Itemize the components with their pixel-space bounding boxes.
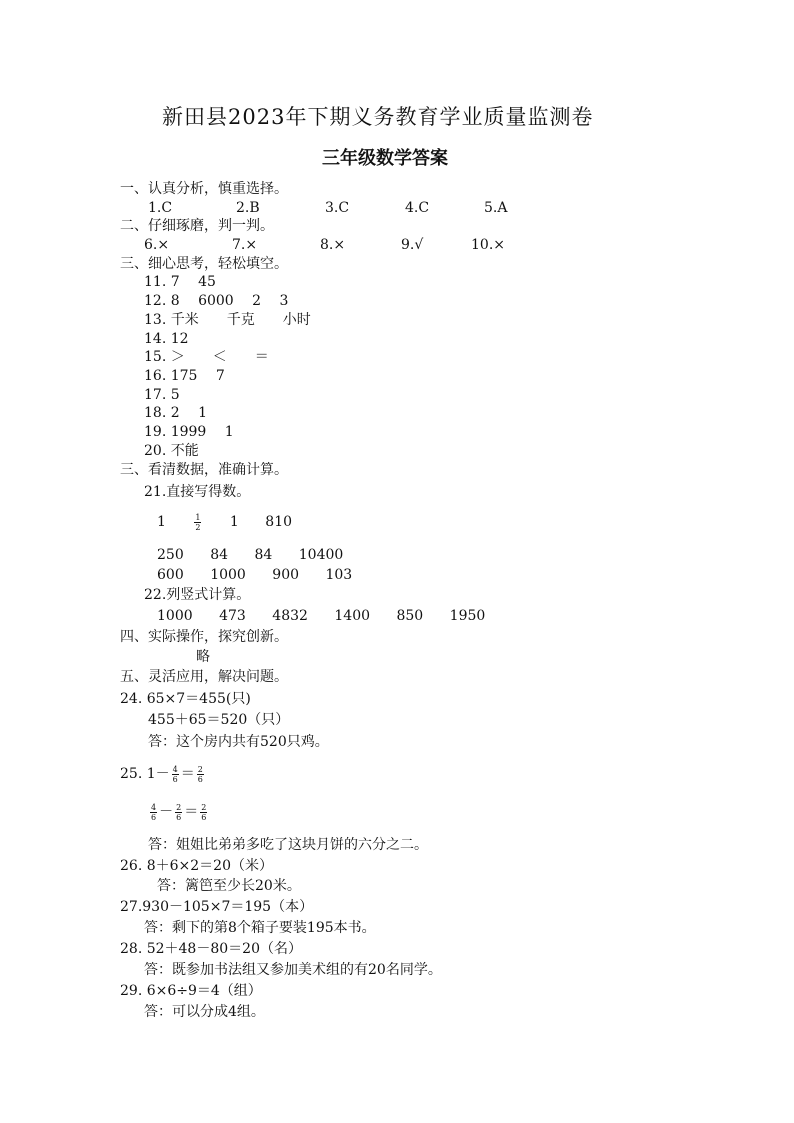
calc-value: 250 <box>157 547 184 563</box>
page-subtitle: 三年级数学答案 <box>322 148 448 169</box>
calc-value: 1400 <box>334 608 371 624</box>
answer-2: 2.B <box>236 200 260 216</box>
fraction: $\frac{2}{6}$ <box>201 802 207 822</box>
section-heading-calc: 三、看清数据，准确计算。 <box>120 462 288 478</box>
calc-row-1 <box>157 510 292 534</box>
calc-row-2 <box>157 546 343 564</box>
fraction: $\frac{4}{6}$ <box>172 764 178 784</box>
answer-16: 16. 175 7 <box>144 368 225 384</box>
question-21-label: 21.直接写得数。 <box>144 484 251 500</box>
calc-value: 850 <box>396 608 424 624</box>
calc-value: 103 <box>325 567 353 583</box>
section-heading-fill: 三、细心思考，轻松填空。 <box>120 256 288 272</box>
fraction: $\frac{4}{6}$ <box>151 802 157 822</box>
section-heading-judge: 二、仔细琢磨，判一判。 <box>120 218 274 234</box>
q24-line-2: 455＋65＝520（只） <box>148 712 290 728</box>
section-heading-apply: 五、灵活应用，解决问题。 <box>120 669 288 685</box>
q27-answer: 答：剩下的第8个箱子要装195本书。 <box>144 920 376 936</box>
q29-line-1: 29. 6×6÷9＝4（组） <box>120 983 262 999</box>
calc-value: 1 <box>157 514 166 530</box>
calc-value: 473 <box>219 608 246 624</box>
q28-answer: 答：既参加书法组又参加美术组的有20名同学。 <box>144 962 442 978</box>
fraction: $\frac{2}{6}$ <box>176 802 182 822</box>
answer-5: 5.A <box>484 200 508 216</box>
answer-13: 13. 千米 千克 小时 <box>144 312 311 328</box>
answer-17: 17. 5 <box>144 387 180 403</box>
answer-19: 19. 1999 1 <box>144 424 234 440</box>
q26-line-1: 26. 8＋6×2＝20（米） <box>120 858 273 874</box>
answer-8: 8.× <box>320 237 346 253</box>
answer-3: 3.C <box>325 200 350 216</box>
q25-line-2: $\frac{4}{6}$ － $\frac{2}{6}$ ＝ $\frac{2}{6}$ <box>151 802 207 822</box>
answer-15: 15. ＞ ＜ ＝ <box>144 349 269 365</box>
calc-value: 600 <box>157 567 184 583</box>
section-heading-practice: 四、实际操作，探究创新。 <box>120 629 288 645</box>
answer-7: 7.× <box>232 237 258 253</box>
q29-answer: 答：可以分成4组。 <box>144 1004 265 1020</box>
answer-12: 12. 8 6000 2 3 <box>144 293 289 309</box>
section-heading-choice: 一、认真分析，慎重选择。 <box>120 181 288 197</box>
q25-line-1: 25. 1－ $\frac{4}{6}$ ＝ $\frac{2}{6}$ <box>120 764 203 784</box>
answer-20: 20. 不能 <box>144 443 199 459</box>
calc-row-3 <box>157 566 352 584</box>
calc-value: 900 <box>272 567 300 583</box>
answer-4: 4.C <box>405 200 430 216</box>
answer-9: 9.√ <box>401 237 424 253</box>
answer-6: 6.× <box>144 237 170 253</box>
calc-value: 1950 <box>449 608 486 624</box>
calc-value: 1000 <box>210 567 246 583</box>
answer-11: 11. 7 45 <box>144 274 216 290</box>
calc-value: 1000 <box>157 608 193 624</box>
calc-value: 1 <box>229 514 239 530</box>
page-title: 新田县2023年下期义务教育学业质量监测卷 <box>162 105 594 129</box>
calc-value: 10400 <box>298 547 344 563</box>
q27-line-1: 27.930－105×7＝195（本） <box>120 899 314 915</box>
calc-value: 810 <box>265 514 293 530</box>
question-22-label: 22.列竖式计算。 <box>144 587 251 603</box>
q24-line-1: 24. 65×7＝455(只) <box>120 691 251 707</box>
fraction: $\frac{1}{2}$ <box>195 512 201 532</box>
answer-10: 10.× <box>471 237 505 253</box>
answer-18: 18. 2 1 <box>144 405 207 421</box>
calc-value: 4832 <box>272 608 308 624</box>
calc-value: 84 <box>254 547 273 563</box>
q28-line-1: 28. 52＋48－80＝20（名） <box>120 941 302 957</box>
calc-row-4 <box>157 607 485 625</box>
calc-value: 84 <box>210 547 229 563</box>
fraction: $\frac{2}{6}$ <box>197 764 203 784</box>
answer-14: 14. 12 <box>144 331 189 347</box>
q25-answer: 答：姐姐比弟弟多吃了这块月饼的六分之二。 <box>148 837 428 853</box>
q24-answer: 答：这个房内共有520只鸡。 <box>148 734 329 750</box>
q26-answer: 答：篱笆至少长20米。 <box>157 878 301 894</box>
answer-1: 1.C <box>148 200 173 216</box>
practice-answer: 略 <box>196 649 210 665</box>
